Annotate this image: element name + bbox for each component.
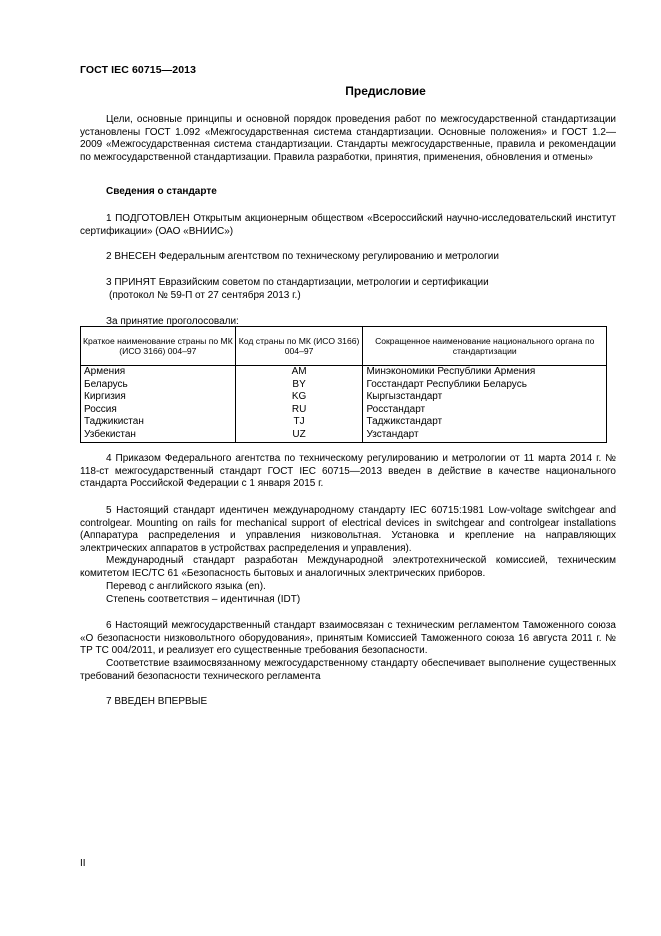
table-row: [81, 416, 607, 429]
votes-table: [80, 326, 607, 443]
country-code-cell: BY: [235, 379, 363, 392]
standards-body-cell: Кыргызстандарт: [363, 391, 607, 404]
country-name-cell: Армения: [81, 366, 236, 379]
page-title: Предисловие: [345, 84, 426, 98]
table-row: [81, 366, 607, 379]
table-row: [81, 404, 607, 417]
standards-body-cell: Росстандарт: [363, 404, 607, 417]
country-code-cell: RU: [235, 404, 363, 417]
votes-table-header-row: [81, 327, 607, 366]
item-5-degree-of-conformity: Степень соответствия – идентичная (IDT): [106, 594, 301, 605]
section-subheading: Сведения о стандарте: [106, 186, 217, 197]
item-5-developer: Международный стандарт разработан Международной электротехнической комиссией, техническим комитетом IEC/TC 61 «Безопасность бытовых и аналогичных электрических приборов.: [80, 555, 616, 579]
standards-body-cell: Минэкономики Республики Армения: [363, 366, 607, 379]
country-name-cell: Беларусь: [81, 379, 236, 392]
standards-body-cell: Госстандарт Республики Беларусь: [363, 379, 607, 392]
table-row: [81, 379, 607, 392]
country-code-cell: AM: [235, 366, 363, 379]
table-row: [81, 391, 607, 404]
country-name-cell: Узбекистан: [81, 429, 236, 442]
country-name-cell: Россия: [81, 404, 236, 417]
column-header-standards-body: Сокращенное наименование национального органа по стандартизации: [363, 327, 607, 366]
standards-body-cell: Таджикстандарт: [363, 416, 607, 429]
standards-body-cell: Узстандарт: [363, 429, 607, 442]
item-6-technical-regulation: 6 Настоящий межгосударственный стандарт взаимосвязан с техническим регламентом Таможенного союза «О безопасности низковольтного оборудования», принятым Комиссией Таможенного союза 16 августа 2011 г. № ТР ТС 004/2011, и реализует его существенные требования безопасности.: [80, 620, 616, 657]
item-3-adopted-by: 3 ПРИНЯТ Евразийским советом по стандартизации, метрологии и сертификации: [106, 277, 489, 288]
item-5-translation: Перевод с английского языка (en).: [106, 581, 266, 592]
country-code-cell: TJ: [235, 416, 363, 429]
column-header-country-code: Код страны по МК (ИСО 3166) 004–97: [235, 327, 363, 366]
item-3-protocol: (протокол № 59-П от 27 сентября 2013 г.): [109, 290, 301, 301]
item-6-conformity: Соответствие взаимосвязанному межгосударственному стандарту обеспечивает выполнение существенных требований безопасности технического регламента: [80, 658, 616, 682]
item-2-introduced-by: 2 ВНЕСЕН Федеральным агентством по техническому регулированию и метрологии: [106, 251, 499, 262]
standard-code-header: ГОСТ IEC 60715—2013: [80, 64, 197, 76]
country-code-cell: KG: [235, 391, 363, 404]
country-code-cell: UZ: [235, 429, 363, 442]
country-name-cell: Таджикистан: [81, 416, 236, 429]
item-7-introduced-first: 7 ВВЕДЕН ВПЕРВЫЕ: [106, 696, 208, 707]
column-header-country-name: Краткое наименование страны по МК (ИСО 3166) 004–97: [81, 327, 236, 366]
table-row: [81, 429, 607, 442]
intro-paragraph: Цели, основные принципы и основной порядок проведения работ по межгосударственной стандартизации установлены ГОСТ 1.092 «Межгосударственная система стандартизации. Основные положения» и ГОСТ 1.2—2009 «Межгосударственная система стандартизации. Стандарты межгосударственные, правила и рекомендации по межгосударственной стандартизации. Правила разработки, принятия, применения, обновления и отмены»: [80, 114, 616, 163]
country-name-cell: Киргизия: [81, 391, 236, 404]
votes-table-caption: За принятие проголосовали:: [106, 316, 239, 327]
item-5-identical-standard: 5 Настоящий стандарт идентичен международному стандарту IEC 60715:1981 Low-voltage switchgear and controlgear. Mounting on rails for mechanical support of electrical devices in switchgear and controlgear installations (Аппаратура распределения и управления низковольтная. Установка и крепление на направляющих электрических аппаратов в устройствах распределения и управления).: [80, 505, 616, 554]
item-1-prepared-by: 1 ПОДГОТОВЛЕН Открытым акционерным обществом «Всероссийский научно-исследовательский институт сертификации» (ОАО «ВНИИС»): [80, 213, 616, 237]
item-4-order: 4 Приказом Федерального агентства по техническому регулированию и метрологии от 11 марта 2014 г. № 118-ст межгосударственный стандарт ГОСТ IEC 60715—2013 введен в действие в качестве национального стандарта Российской Федерации с 1 января 2015 г.: [80, 453, 616, 490]
page-number: II: [80, 858, 86, 869]
